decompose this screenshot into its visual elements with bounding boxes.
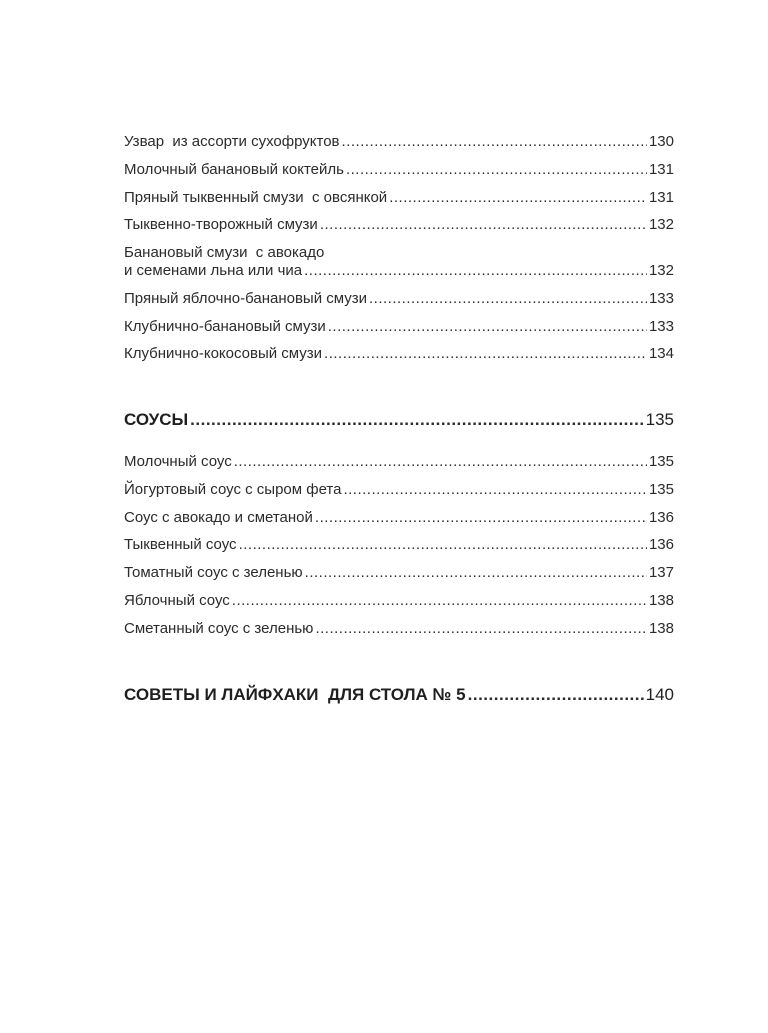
toc-entry-page: 133: [648, 318, 674, 335]
toc-entry-title: Сметанный соус с зеленью: [124, 620, 314, 637]
leader-dots: [389, 189, 647, 207]
toc-entry: [124, 453, 674, 471]
toc-entry-page: 131: [648, 189, 674, 206]
toc-entry-page: 132: [648, 262, 674, 279]
leader-dots: [320, 216, 647, 234]
section-page: 135: [645, 410, 674, 429]
toc-entry: [124, 592, 674, 610]
toc-entry: [124, 161, 674, 179]
toc-entry-page: 138: [648, 592, 674, 609]
leader-dots: [315, 620, 647, 638]
toc-entry-title: Пряный яблочно-банановый смузи: [124, 290, 367, 307]
toc-section-heading: [124, 411, 674, 429]
toc-entry: [124, 133, 674, 151]
toc-entry: [124, 620, 674, 638]
toc-entry-title: Узвар из ассорти сухофруктов: [124, 133, 340, 150]
leader-dots: [369, 290, 647, 308]
toc-entry-title: Клубнично-банановый смузи: [124, 318, 326, 335]
toc-entry-page: 132: [648, 216, 674, 233]
leader-dots: [304, 262, 647, 280]
toc-entry: [124, 564, 674, 582]
toc-entry: [124, 189, 674, 207]
toc-entry: [124, 509, 674, 527]
leader-dots: [190, 411, 643, 429]
leader-dots: [343, 481, 647, 499]
toc-entry-page: 133: [648, 290, 674, 307]
leader-dots: [328, 318, 647, 336]
toc-entry-title: Молочный банановый коктейль: [124, 161, 344, 178]
toc-entry-page: 136: [648, 509, 674, 526]
toc-entry-page: 138: [648, 620, 674, 637]
toc-entry-title: Молочный соус: [124, 453, 232, 470]
leader-dots: [232, 592, 647, 610]
section-title: СОВЕТЫ И ЛАЙФХАКИ ДЛЯ СТОЛА № 5: [124, 685, 466, 704]
leader-dots: [234, 453, 647, 471]
toc-entry-title: Пряный тыквенный смузи с овсянкой: [124, 189, 388, 206]
toc-entry-title: Томатный соус с зеленью: [124, 564, 303, 581]
toc-entry-title: Соус с авокадо и сметаной: [124, 509, 313, 526]
toc-entry-title: и семенами льна или чиа: [124, 262, 303, 279]
leader-dots: [342, 133, 647, 151]
toc-entry-page: 135: [648, 453, 674, 470]
toc-entry-title-line1: Банановый смузи с авокадо: [124, 244, 325, 261]
toc-entry: [124, 536, 674, 554]
toc-entry-multiline: [124, 244, 674, 280]
toc-entry: [124, 216, 674, 234]
toc-entry: [124, 318, 674, 336]
leader-dots: [324, 345, 647, 363]
leader-dots: [315, 509, 647, 527]
toc-entry-page: 134: [648, 345, 674, 362]
leader-dots: [305, 564, 647, 582]
section-page: 140: [645, 685, 674, 704]
toc-entry-title: Яблочный соус: [124, 592, 230, 609]
toc-entry: [124, 345, 674, 363]
toc-entry: [124, 290, 674, 308]
leader-dots: [346, 161, 647, 179]
toc-entry-page: 130: [648, 133, 674, 150]
leader-dots: [239, 536, 647, 554]
toc-entry-title: Йогуртовый соус с сыром фета: [124, 481, 342, 498]
toc-entry: [124, 481, 674, 499]
toc-entry-page: 135: [648, 481, 674, 498]
toc-entry-page: 131: [648, 161, 674, 178]
toc-entry-page: 137: [648, 564, 674, 581]
toc-entry-title: Клубнично-кокосовый смузи: [124, 345, 323, 362]
toc-entry-title: Тыквенный соус: [124, 536, 237, 553]
toc-section-heading: [124, 686, 674, 704]
leader-dots: [468, 686, 644, 704]
section-title: СОУСЫ: [124, 410, 189, 429]
toc-entry-title: Тыквенно-творожный смузи: [124, 216, 318, 233]
toc-entry-page: 136: [648, 536, 674, 553]
